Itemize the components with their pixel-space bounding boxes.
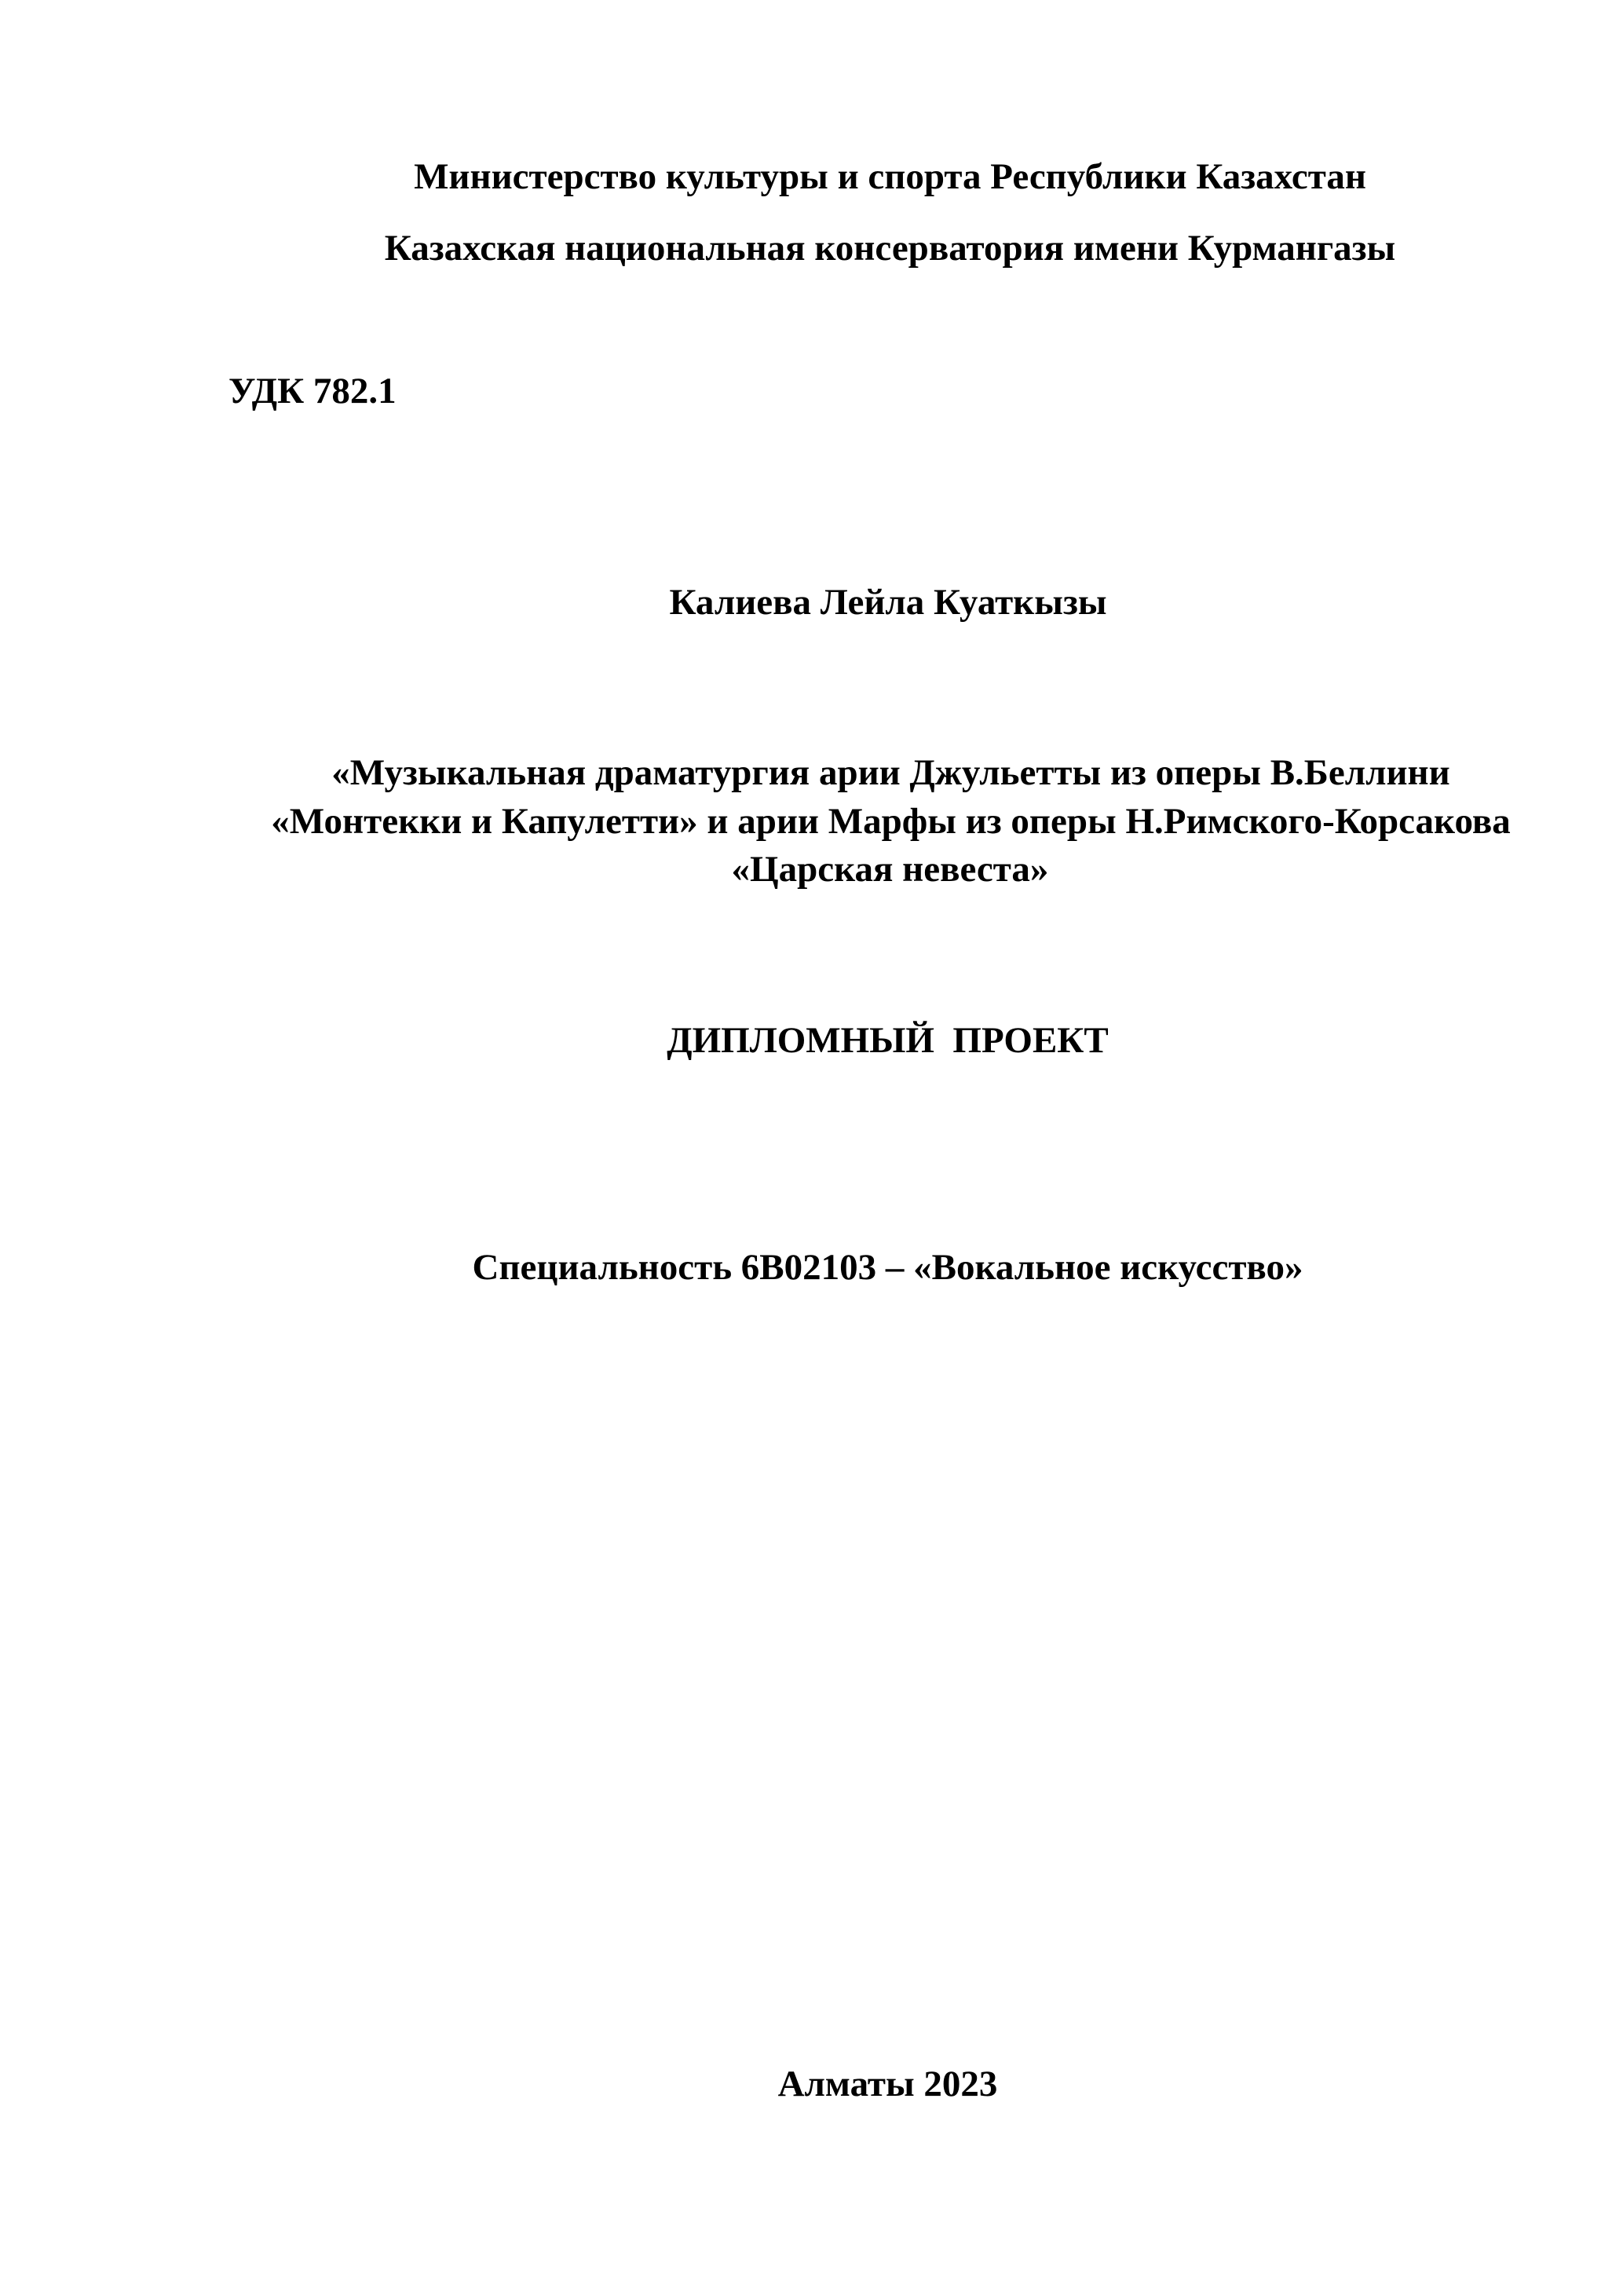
document-type: ДИПЛОМНЫЙ ПРОЕКТ (667, 1020, 1109, 1061)
ministry-heading: Министерство культуры и спорта Республики Казахстан (414, 156, 1366, 197)
thesis-title-line-2: «Монтекки и Капулетти» и арии Марфы из оперы Н.Римского-Корсакова (271, 801, 1511, 842)
udk-code: УДК 782.1 (228, 371, 397, 411)
institution-heading: Казахская национальная консерватория имени Курмангазы (384, 228, 1396, 269)
thesis-title-line-1: «Музыкальная драматургия арии Джульетты из оперы В.Беллини (331, 752, 1450, 793)
author-name: Калиева Лейла Куаткызы (669, 582, 1107, 623)
specialty-line: Специальность 6В02103 – «Вокальное искусство» (472, 1247, 1303, 1288)
thesis-title-line-3: «Царская невеста» (731, 849, 1049, 890)
city-year: Алматы 2023 (777, 2064, 998, 2104)
